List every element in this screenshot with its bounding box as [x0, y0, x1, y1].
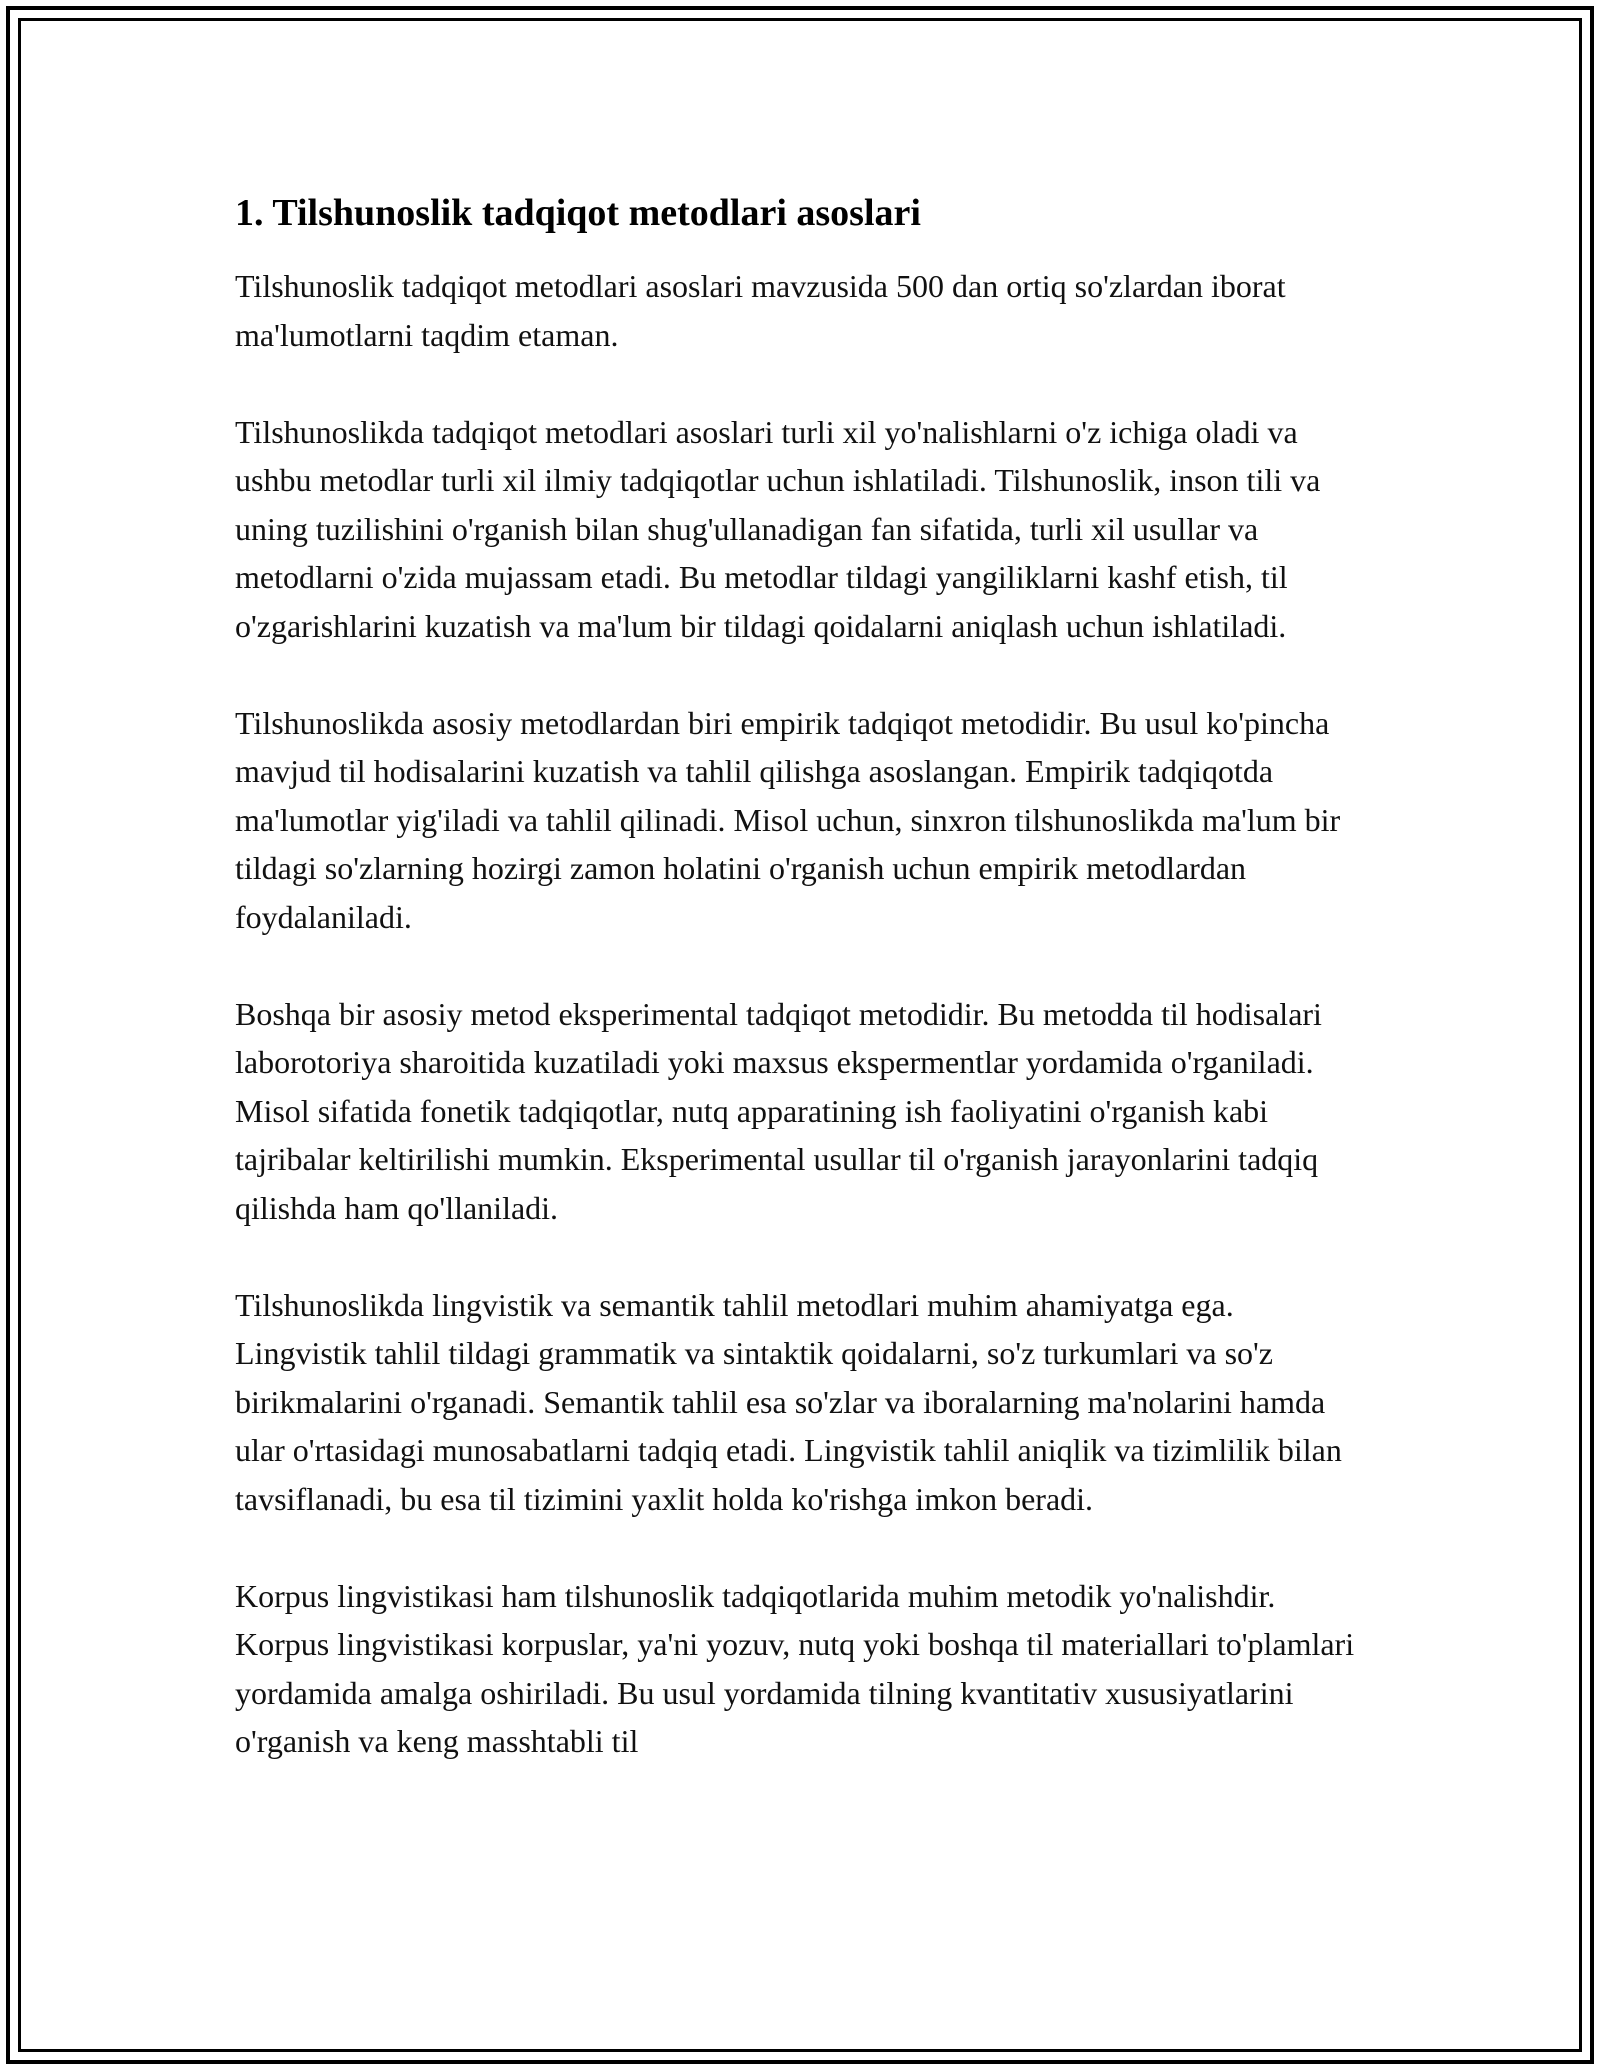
document-title: 1. Tilshunoslik tadqiqot metodlari asoslari — [235, 192, 921, 234]
paragraph-methods-overview: Tilshunoslikda tadqiqot metodlari asoslari turli xil yo'nalishlarni o'z ichiga oladi va ushbu metodlar turli xil ilmiy tadqiqotlar uchun ishlatiladi. Tilshunoslik, inson tili va uning tuzilishini o'rganish bilan shug'ullanadigan fan sifatida, turli xil usullar va metodlarni o'zida mujassam etadi. Bu metodlar tildagi yangiliklarni kashf etish, til o'zgarishlarini kuzatish va ma'lum bir tildagi qoidalarni aniqlash uchun ishlatiladi. — [235, 413, 1321, 644]
paragraph-linguistic-semantic-analysis: Tilshunoslikda lingvistik va semantik tahlil metodlari muhim ahamiyatga ega. Lingvistik tahlil tildagi grammatik va sintaktik qoidalarni, so'z turkumlari va so'z birikmalarini o'rganadi. Semantik tahlil esa so'zlar va iboralarning ma'nolarini hamda ular o'rtasidagi munosabatlarni tadqiq etadi. Lingvistik tahlil aniqlik va tizimlilik bilan tavsiflanadi, bu esa til tizimini yaxlit holda ko'rishga imkon beradi. — [235, 1286, 1342, 1517]
paragraph-corpus-linguistics: Korpus lingvistikasi ham tilshunoslik tadqiqotlarida muhim metodik yo'nalishdir. Korpus lingvistikasi korpuslar, ya'ni yozuv, nutq yoki boshqa til materiallari to'plamlari yordamida amalga oshiriladi. Bu usul yordamida tilning kvantitativ xususiyatlarini o'rganish va keng masshtabli til — [235, 1577, 1355, 1759]
document-body — [235, 186, 1365, 1814]
paragraph-intro: Tilshunoslik tadqiqot metodlari asoslari mavzusida 500 dan ortiq so'zlardan iborat ma'lumotlarni taqdim etaman. — [235, 268, 1286, 353]
paragraph-experimental-method: Boshqa bir asosiy metod eksperimental tadqiqot metodidir. Bu metodda til hodisalari laborotoriya sharoitida kuzatiladi yoki maxsus ekspermentlar yordamida o'rganiladi. Misol sifatida fonetik tadqiqotlar, nutq apparatining ish faoliyatini o'rganish kabi tajribalar keltirilishi mumkin. Eksperimental usullar til o'rganish jarayonlarini tadqiq qilishda ham qo'llaniladi. — [235, 995, 1322, 1226]
paragraph-empirical-method: Tilshunoslikda asosiy metodlardan biri empirik tadqiqot metodidir. Bu usul ko'pincha mavjud til hodisalarini kuzatish va tahlil qilishga asoslangan. Empirik tadqiqotda ma'lumotlar yig'iladi va tahlil qilinadi. Misol uchun, sinxron tilshunoslikda ma'lum bir tildagi so'zlarning hozirgi zamon holatini o'rganish uchun empirik metodlardan foydalaniladi. — [235, 704, 1341, 935]
